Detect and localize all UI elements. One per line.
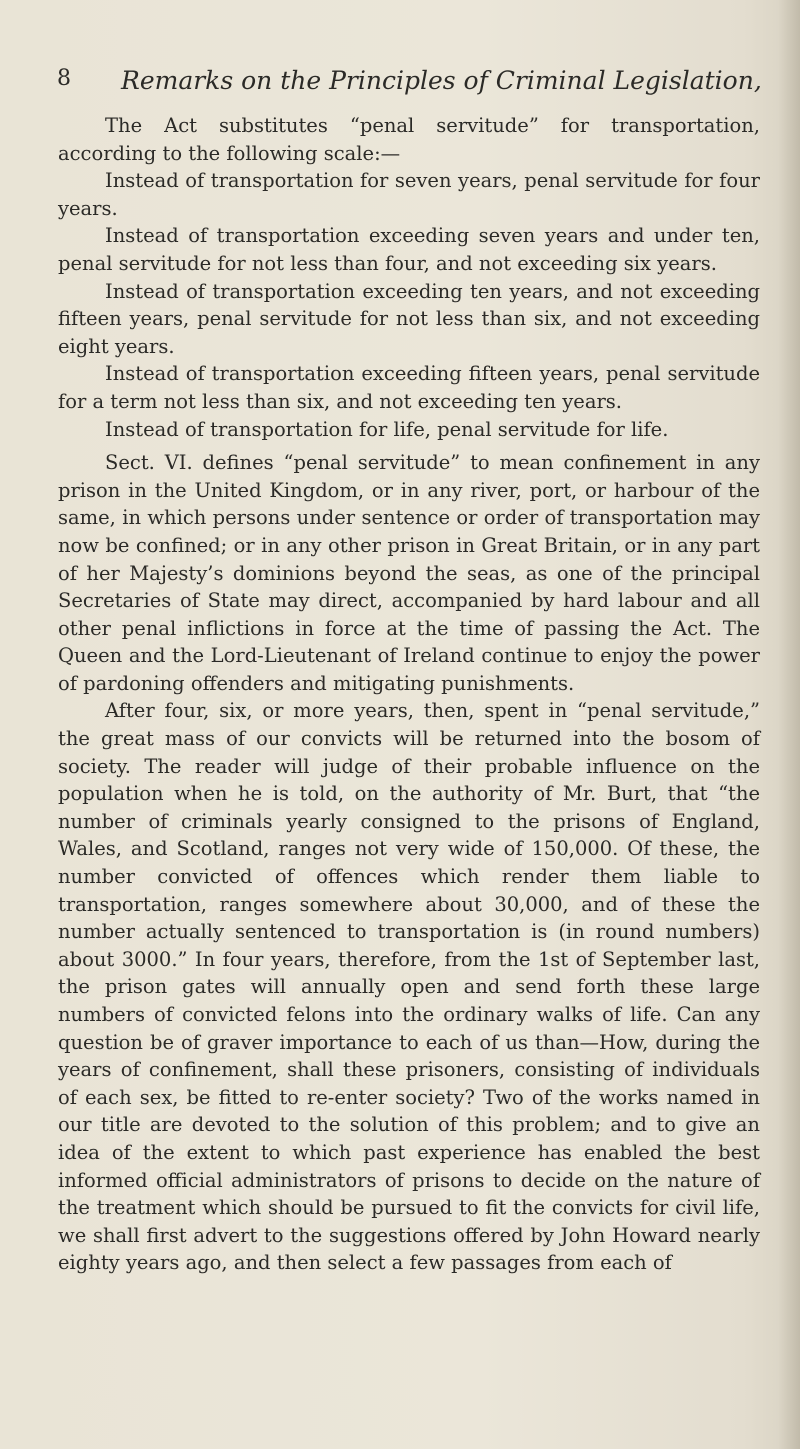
paragraph-after-four-years: After four, six, or more years, then, spent in “penal servitude,” the great mass of our convicts will be returned into the bosom of society. The reader will judge of their probable influence on the population when he is told, on the authority of Mr. Burt, that “the number of criminals yearly consigned to the prisons of England, Wales, and Scotland, ranges not very wide of 150,000. Of these, the number convicted of offences which render them liable to transportation, ranges somewhere about 30,000, and of these the number actually sentenced to transportation is (in round numbers) about 3000.” In four years, therefore, from the 1st of September last, the prison gates will annually open and send forth these large numbers of convicted felons into the ordinary walks of life. Can any question be of graver importance to each of us than—How, during the years of confinement, shall these prisoners, consisting of individuals of each sex, be fitted to re-enter society? Two of the works named in our title are devoted to the solution of this problem; and to give an idea of the extent to which past experience has enabled the best informed official administrators of prisons to decide on the nature of the treatment which should be pursued to fit the convicts for civil life, we shall first advert to the suggestions offered by John Howard nearly eighty years ago, and then select a few passages from each of xyxy=(58,699,760,1275)
paragraph-intro: The Act substitutes “penal servitude” for transportation, according to the following scale:— xyxy=(58,114,760,165)
scale-item-seven-years: Instead of transportation for seven years, penal servitude for four years. xyxy=(58,169,760,220)
running-title: Remarks on the Principles of Criminal Legislation, xyxy=(121,66,762,95)
page-edge-shadow xyxy=(778,0,800,1449)
scale-item-under-ten: Instead of transportation exceeding seven years and under ten, penal servitude for not less than four, and not exceeding six years. xyxy=(58,224,760,275)
paragraph-sect-vi: Sect. VI. defines “penal servitude” to mean confinement in any prison in the United Kingdom, or in any river, port, or harbour of the same, in which persons under sentence or order of transportation may now be confined; or in any other prison in Great Britain, or in any part of her Majesty’s dominions beyond the seas, as one of the principal Secretaries of State may direct, accompanied by hard labour and all other penal inflictions in force at the time of passing the Act. The Queen and the Lord-Lieutenant of Ireland continue to enjoy the power of pardoning offenders and mitigating punishments. xyxy=(58,451,760,695)
scale-item-life: Instead of transportation for life, penal servitude for life. xyxy=(105,417,669,441)
page-number: 8 xyxy=(57,66,71,91)
scale-item-ten-to-fifteen: Instead of transportation exceeding ten years, and not exceeding fifteen years, penal servitude for not less than six, and not exceeding eight years. xyxy=(58,279,760,358)
page-header xyxy=(57,66,762,100)
scale-item-over-fifteen: Instead of transportation exceeding fifteen years, penal servitude for a term not less than six, and not exceeding ten years. xyxy=(58,362,760,413)
body-text xyxy=(58,112,760,1277)
